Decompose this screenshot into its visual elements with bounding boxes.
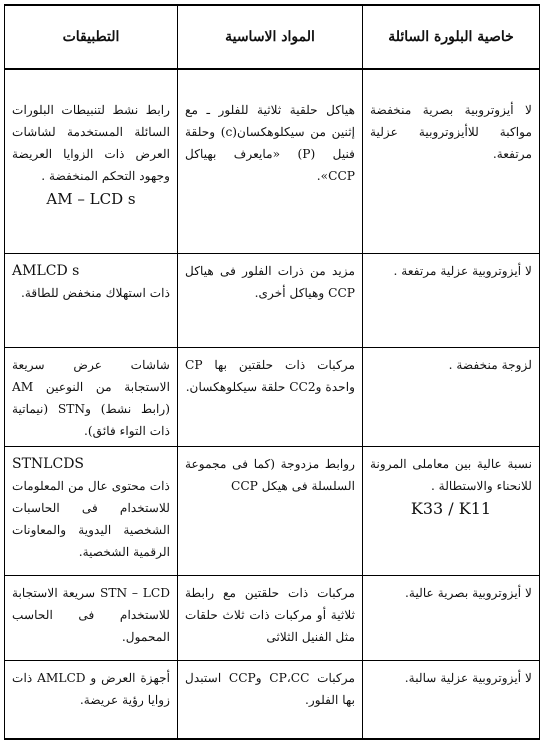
- header-materials: المواد الاساسية: [178, 5, 363, 69]
- table-row: [5, 660, 540, 739]
- cell-property: لا أيزوتروبية عزلية سالبة.: [363, 660, 540, 739]
- cell-materials: مركبات CP،CC وCCP استبدل بها الفلور.: [178, 660, 363, 739]
- cell-applications-text: ذات استهلاك منخفض للطاقة.: [21, 285, 170, 300]
- cell-materials: مزيد من ذرات الفلور فى هياكل CCP وهياكل أخرى.: [178, 253, 363, 347]
- cell-property: لا أيزوتروبية بصرية عالية.: [363, 575, 540, 660]
- cell-materials: هياكل حلقية ثلاثية للفلور ـ مع إثنين من سيكلوهكسان(c) وحلقة فنيل (P) «مايعرف بهياكل CCP».: [178, 93, 363, 253]
- cell-applications: [5, 93, 178, 253]
- cell-property: لا أيزوتروبية عزلية مرتفعة .: [363, 253, 540, 347]
- cell-property: لا أيزوتروبية بصرية منخفضة مواكبة للاأيزوتروبية عزلية مرتفعة.: [363, 93, 540, 253]
- table-header-row: [5, 5, 540, 69]
- cell-property-formula: K33 / K11: [410, 498, 492, 518]
- cell-applications-formula: STNLCDS: [12, 455, 85, 472]
- cell-materials: روابط مزدوجة (كما فى مجموعة السلسلة فى هيكل CCP: [178, 446, 363, 575]
- cell-applications-text: ذات محتوى عال من المعلومات للاستخدام فى الحاسبات الشخصية اليدوية والمعاونات الرقمية الشخصية.: [12, 478, 170, 559]
- cell-applications: شاشات عرض سريعة الاستجابة من النوعين AM (رابط نشط) وSTN (نيماتية ذات التواء فائق).: [5, 347, 178, 446]
- cell-applications: STN – LCD سريعة الاستجابة للاستخدام فى الحاسب المحمول.: [5, 575, 178, 660]
- header-applications: التطبيقات: [5, 5, 178, 69]
- cell-property: لزوجة منخفضة .: [363, 347, 540, 446]
- cell-applications-formula: AM – LCD s: [46, 190, 136, 208]
- cell-materials: مركبات ذات حلقتين بها CP واحدة وCC2 حلقة سيكلوهكسان.: [178, 347, 363, 446]
- header-property: خاصية البلورة السائلة: [363, 5, 540, 69]
- table-row: [5, 253, 540, 347]
- table-row: [5, 347, 540, 446]
- cell-applications-formula: AMLCD s: [12, 262, 80, 279]
- liquid-crystal-table: [4, 4, 540, 740]
- cell-applications: أجهزة العرض و AMLCD ذات زوايا رؤية عريضة.: [5, 660, 178, 739]
- cell-applications-text: رابط نشط لتنبيطات البلورات السائلة المستخدمة لشاشات العرض ذات الزوايا العريضة وجهود التحكم المنخفضة .: [12, 103, 170, 183]
- cell-applications: [5, 253, 178, 347]
- cell-applications: [5, 446, 178, 575]
- cell-property-text: نسبة عالية بين معاملى المرونة للانحناء والاستطالة .: [370, 456, 532, 493]
- table-row: [5, 93, 540, 253]
- table-row: [5, 446, 540, 575]
- cell-property: [363, 446, 540, 575]
- table-row: [5, 575, 540, 660]
- cell-materials: مركبات ذات حلقتين مع رابطة ثلاثية أو مركبات ذات ثلاث حلقات مثل الفنيل الثلاثى: [178, 575, 363, 660]
